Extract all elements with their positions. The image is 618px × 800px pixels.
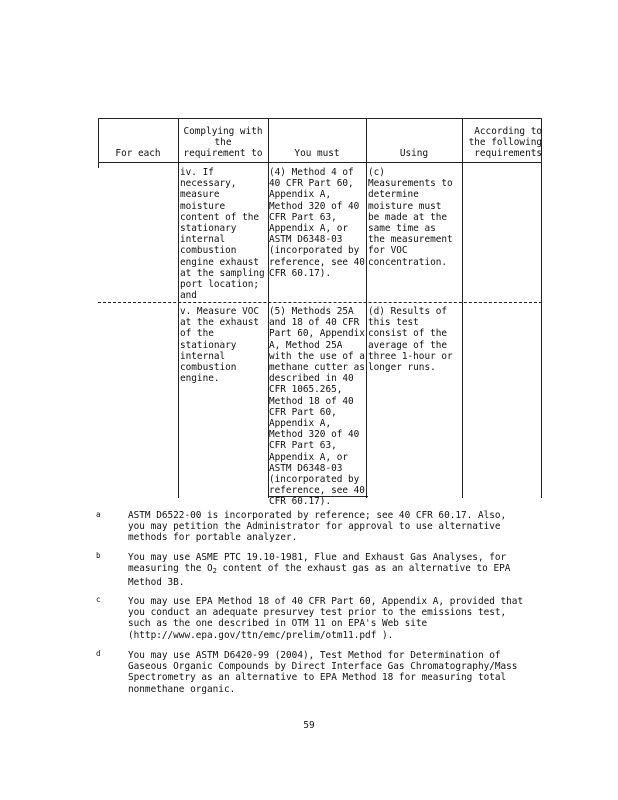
header-for-each: For each [115, 148, 161, 159]
header-using: Using [399, 148, 429, 159]
header-according: According to the following requirements [468, 126, 542, 160]
page-number: 59 [303, 720, 315, 731]
footnote-b-text-1: You may use ASME PTC 19.10-1981, Flue and Exhaust Gas Analyses, for measuring the O [128, 552, 507, 575]
table-right-rule [541, 118, 542, 498]
table-col-rule-4 [462, 118, 463, 498]
table-row-rule [98, 302, 542, 303]
row2-requirement: v. Measure VOC at the exhaust of the stationary internal combustion engine. [180, 306, 260, 385]
row2-using: (d) Results of this test consist of the average of the three 1-hour or longer runs. [368, 306, 453, 374]
footnote-mark-b: b [96, 551, 101, 560]
requirements-table [98, 118, 542, 508]
table-col-rule-3 [366, 118, 367, 498]
footnote-b-subscript: 2 [212, 567, 217, 576]
row1-you-must: (4) Method 4 of 40 CFR Part 60, Appendix A, Method 320 of 40 CFR Part 63, Appendix A, or ASTM D6348-03 (incorporated by reference, see 40 CFR 60.17). [269, 167, 365, 279]
footnote-b-text-2: content of the exhaust gas as an alternative to EPA Method 3B. [128, 563, 511, 589]
footnote-c: You may use EPA Method 18 of 40 CFR Part 60, Appendix A, provided that you conduct an adequate presurvey test prior to the emissions test, such as the one described in OTM 11 on EPA's Web site (http://www.epa.gov/ttn/emc/prelim/otm11.pdf ). [128, 596, 524, 641]
footnote-mark-d: d [96, 649, 101, 658]
footnote-b [128, 552, 548, 589]
row2-you-must: (5) Methods 25A and 18 of 40 CFR Part 60, Appendix A, Method 25A with the use of a methane cutter as described in 40 CFR 1065.265, Method 18 of 40 CFR Part 60, Appendix A, Method 320 of 40 CFR Part 63, Appendix A, or ASTM D6348-03 (incorporated by reference, see 40 CFR 60.17). [269, 306, 365, 508]
footnote-mark-c: c [96, 595, 101, 604]
table-top-rule [98, 118, 542, 119]
row1-using: (c) Measurements to determine moisture must be made at the same time as the measurement for VOC concentration. [368, 167, 453, 268]
footnote-d: You may use ASTM D6420-99 (2004), Test Method for Determination of Gaseous Organic Compounds by Direct Interface Gas Chromatography/Mass Spectrometry as an alternative to EPA Method 18 for measuring total nonmethane organic. [128, 650, 518, 695]
table-col-rule-1 [178, 118, 179, 498]
table-header-rule [98, 162, 542, 163]
header-complying: Complying with the requirement to [183, 126, 263, 160]
row1-requirement: iv. If necessary, measure moisture content of the stationary internal combustion engine exhaust at the sampling port location; and [180, 167, 265, 302]
footnote-mark-a: a [96, 510, 101, 519]
footnote-a: ASTM D6522-00 is incorporated by reference; see 40 CFR 60.17. Also, you may petition the Administrator for approval to use alternative methods for portable analyzer. [128, 510, 507, 544]
header-you-must: You must [294, 148, 340, 159]
table-left-rule [98, 118, 99, 168]
